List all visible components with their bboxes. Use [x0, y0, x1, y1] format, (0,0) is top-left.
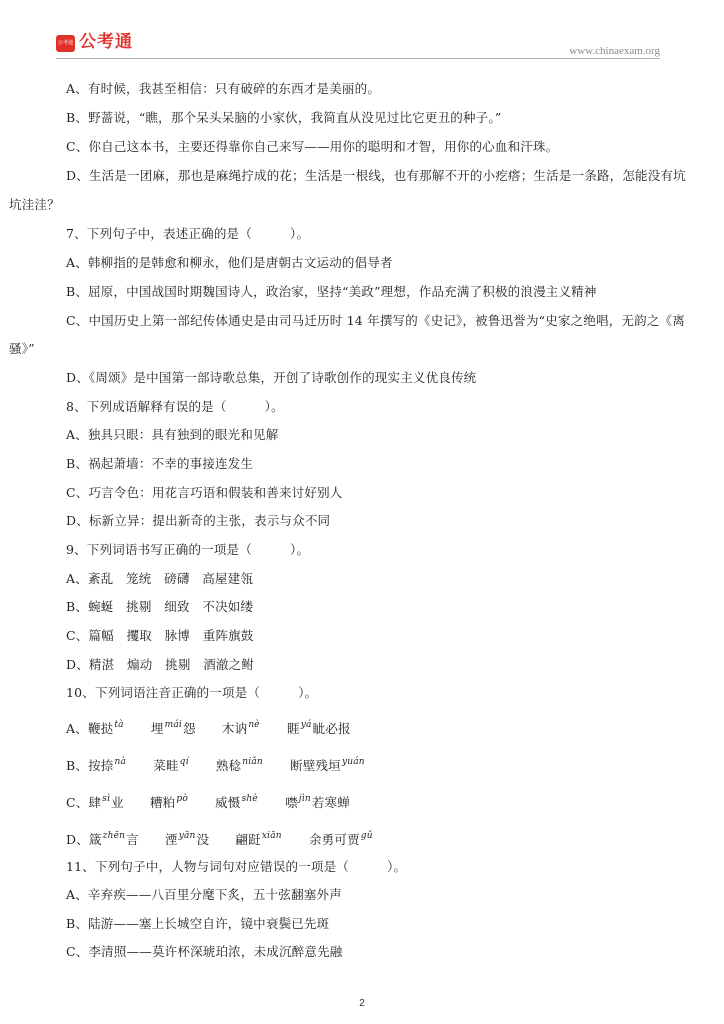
q8-option-c: C、巧言令色：用花言巧语和假装和善来讨好别人 [66, 485, 343, 500]
q10-option-d [66, 827, 396, 849]
page-header [0, 0, 724, 64]
site-url: www.chinaexam.org [569, 45, 660, 57]
pinyin-item: 木讷$^{nè}$ [221, 720, 260, 736]
q8-option-b: B、祸起萧墙：不幸的事接连发生 [66, 456, 254, 471]
q9-option-a: A、紊乱 笼统 磅礴 高屋建瓴 [66, 571, 254, 586]
q10-option-b [66, 753, 388, 775]
q10-option-c [66, 790, 372, 812]
pinyin-item: 湮$^{yān}$没 [165, 831, 210, 847]
pinyin-item: 余勇可贾$^{gǔ}$ [308, 831, 373, 847]
pinyin-item: A、鞭挞$^{tà}$ [66, 720, 124, 736]
page-number: 2 [359, 998, 365, 1009]
q9-option-b: B、蜿蜒 挑剔 细致 不决如缕 [66, 599, 254, 614]
q7-option-d: D、《周颂》是中国第一部诗歌总集，开创了诗歌创作的现实主义优良传统 [66, 370, 477, 385]
q9-option-d: D、精湛 煽动 挑剔 酒澈之鲋 [66, 657, 255, 672]
pinyin-item: 威慑$^{shè}$ [215, 794, 258, 810]
q7-option-b: B、屈原，中国战国时期魏国诗人，政治家，坚持“美政”理想，作品充满了积极的浪漫主义精神 [66, 284, 597, 299]
logo-text: 公考通 [79, 32, 133, 52]
pinyin-item: 熟稔$^{niǎn}$ [215, 757, 263, 773]
option-b: B、野蔷说，“瞧，那个呆头呆脑的小家伙，我简直从没见过比它更丑的种子。” [66, 110, 502, 125]
q11-option-a: A、辛弃疾——八百里分麾下炙，五十弦翻塞外声 [66, 887, 342, 902]
q7-option-c-line1: C、中国历史上第一部纪传体通史是由司马迁历时 14 年撰写的《史记》，被鲁迅誉为“史家之绝唱，无韵之《离 [66, 313, 685, 328]
question-10: 10、下列词语注音正确的一项是（ ）。 [66, 685, 318, 700]
header-divider [56, 58, 660, 59]
pinyin-item: 糟粕$^{pò}$ [149, 794, 188, 810]
option-c: C、你自己这本书，主要还得靠你自己来写——用你的聪明和才智，用你的心血和汗珠。 [66, 139, 559, 154]
q7-option-a: A、韩柳指的是韩愈和柳永，他们是唐朝古文运动的倡导者 [66, 255, 393, 270]
q8-option-d: D、标新立异：提出新奇的主张，表示与众不同 [66, 513, 331, 528]
logo-badge: 公考通 [56, 35, 75, 52]
pinyin-item: 断壁残垣$^{yuán}$ [290, 757, 365, 773]
pinyin-item: 噤$^{jìn}$若寒蝉 [285, 794, 350, 810]
q7-option-c-line2: 骚》” [9, 341, 35, 356]
q11-option-c: C、李清照——莫许杯深琥珀浓，未成沉醉意先融 [66, 944, 343, 959]
pinyin-item: D、箴$^{zhēn}$言 [66, 831, 139, 847]
question-7: 7、下列句子中，表述正确的是（ ）。 [66, 226, 310, 241]
question-11: 11、下列句子中，人物与词句对应错误的一项是（ ）。 [66, 859, 407, 874]
pinyin-item: C、肆$^{sì}$业 [66, 794, 124, 810]
pinyin-item: 菜畦$^{qí}$ [153, 757, 189, 773]
pinyin-item: 睚$^{yá}$眦必报 [287, 720, 351, 736]
option-d-line2: 坑洼洼？ [9, 197, 60, 212]
pinyin-item: 埋$^{mái}$怨 [150, 720, 196, 736]
pinyin-item: 翩跹$^{xiān}$ [235, 831, 282, 847]
q9-option-c: C、篇幅 攫取 脉博 重阵旗鼓 [66, 628, 254, 643]
pinyin-item: B、按捺$^{nà}$ [66, 757, 127, 773]
question-8: 8、下列成语解释有误的是（ ）。 [66, 399, 284, 414]
q10-option-a [66, 716, 373, 738]
option-d-line1: D、生活是一团麻，那也是麻绳拧成的花；生活是一根线，也有那解不开的小疙瘩；生活是一条路，怎能没有坑 [66, 168, 686, 183]
q8-option-a: A、独具只眼：具有独到的眼光和见解 [66, 427, 279, 442]
question-9: 9、下列词语书写正确的一项是（ ）。 [66, 542, 310, 557]
option-a: A、有时候，我甚至相信：只有破碎的东西才是美丽的。 [66, 81, 381, 96]
q11-option-b: B、陆游——塞上长城空自许，镜中衰鬓已先斑 [66, 916, 330, 931]
